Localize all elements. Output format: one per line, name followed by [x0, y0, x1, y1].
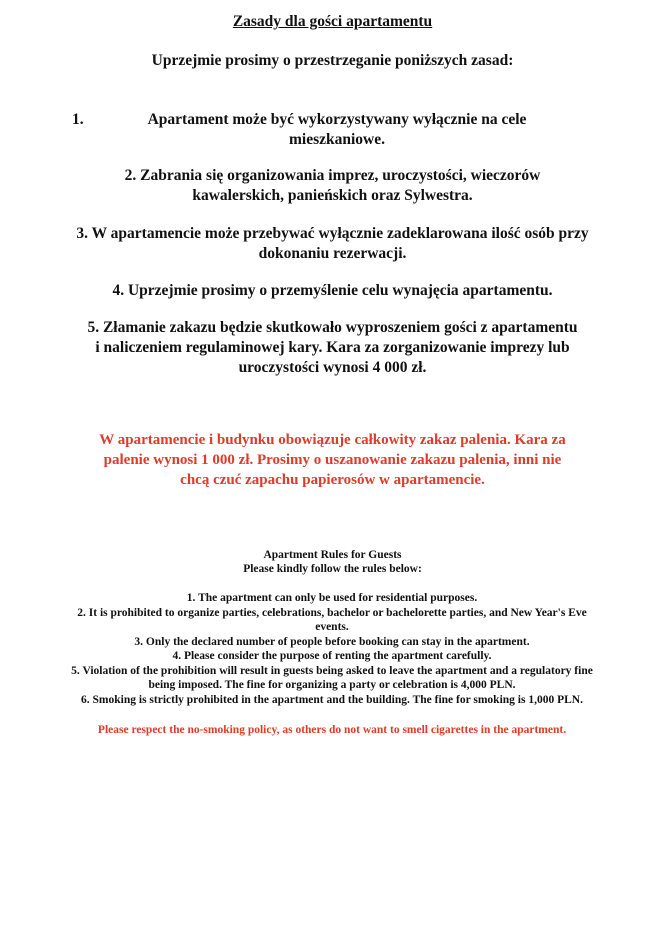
english-smoking-note: Please respect the no-smoking policy, as others do not want to smell cigarettes in the apartment.: [97, 724, 567, 736]
polish-rule5: [0, 318, 665, 378]
polish-rule2: [0, 166, 665, 206]
polish-rule4: 4. Uprzejmie prosimy o przemyślenie celu wynajęcia apartamentu.: [112, 282, 553, 299]
polish-rule3-text: 3. W apartamencie może przebywać wyłącznie zadeklarowana ilość osób przy dokonaniu rezerwacji.: [76, 225, 589, 262]
english-rule1: 1. The apartment can only be used for residential purposes.: [186, 592, 478, 604]
polish-rule1-text: Apartament może być wykorzystywany wyłącznie na cele mieszkaniowe.: [147, 111, 527, 148]
english-rule2: 2. It is prohibited to organize parties, celebrations, bachelor or bachelorette parties, and New Year's Eve events.: [77, 606, 587, 633]
polish-rule3: [0, 224, 665, 264]
polish-rule5-line3: uroczystości wynosi 4 000 zł.: [238, 359, 427, 376]
polish-smoking-line1: W apartamencie i budynku obowiązuje całkowity zakaz palenia. Kara za: [99, 432, 566, 448]
polish-intro: Uprzejmie prosimy o przestrzeganie poniższych zasad:: [151, 52, 514, 69]
english-rules-list: [62, 591, 602, 707]
polish-rule1-number: 1.: [72, 111, 84, 128]
polish-smoking-line2: palenie wynosi 1 000 zł. Prosimy o uszanowanie zakazu palenia, inni nie: [103, 452, 562, 468]
polish-rule5-line2: i naliczeniem regulaminowej kary. Kara za zorganizowanie imprezy lub: [95, 339, 570, 356]
polish-smoking-line3: chcą czuć zapachu papierosów w apartamencie.: [180, 472, 485, 488]
english-title: Apartment Rules for Guests: [263, 549, 402, 561]
english-rule4: 4. Please consider the purpose of renting the apartment carefully.: [172, 650, 492, 662]
polish-rule2-text: 2. Zabrania się organizowania imprez, uroczystości, wieczorów kawalerskich, panieńskich oraz Sylwestra.: [124, 167, 541, 204]
polish-title: Zasady dla gości apartamentu: [232, 13, 433, 30]
polish-rule5-line1: 5. Złamanie zakazu będzie skutkowało wyproszeniem gości z apartamentu: [87, 319, 578, 336]
polish-smoking-warning: [0, 430, 665, 490]
english-rule3: 3. Only the declared number of people before booking can stay in the apartment.: [134, 635, 530, 648]
english-rule6: 6. Smoking is strictly prohibited in the apartment and the building. The fine for smoking is 1,000 PLN.: [81, 693, 583, 706]
english-rule5: 5. Violation of the prohibition will result in guests being asked to leave the apartment and a regulatory fine being imposed. The fine for organizing a party or celebration is 4,000 PLN.: [71, 664, 593, 691]
english-intro: Please kindly follow the rules below:: [243, 563, 422, 575]
